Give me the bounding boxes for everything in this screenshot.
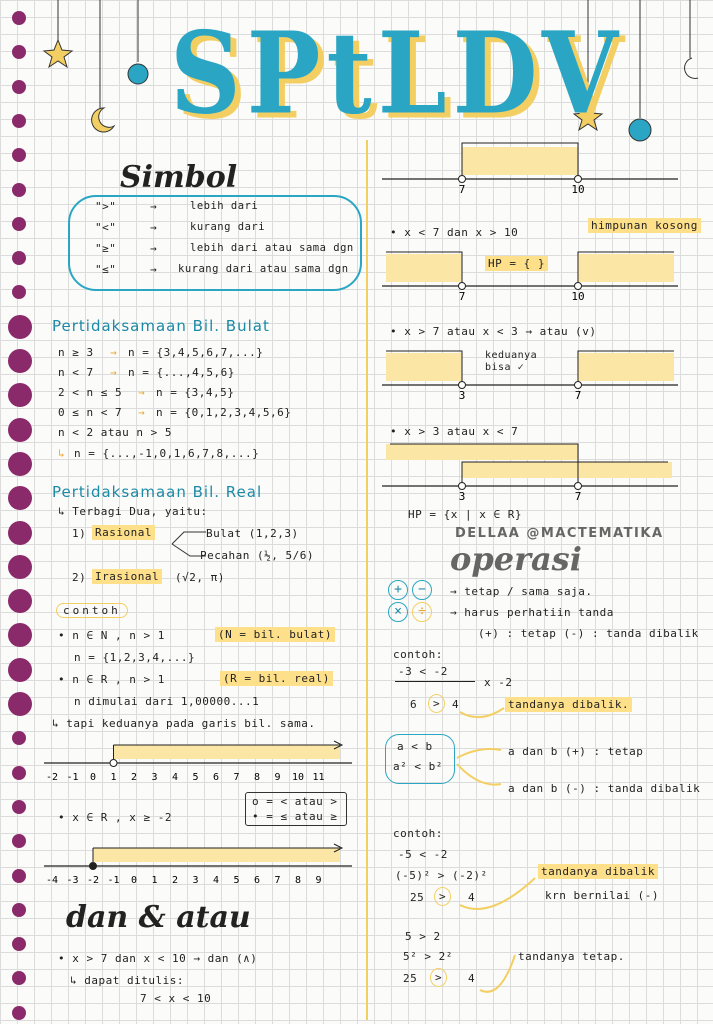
- real-item1: Rasional: [92, 525, 155, 540]
- binder-hole: [12, 937, 26, 951]
- tick-label: 3: [458, 490, 466, 503]
- bulat-set: n = {3,4,5,6,7,...}: [128, 346, 264, 359]
- contoh-l3: • n ∈ R , n > 1: [58, 673, 165, 686]
- real-item1a: Bulat (1,2,3): [206, 527, 299, 540]
- c-note2: krn bernilai (-): [545, 889, 659, 902]
- tick-label: 7: [233, 772, 240, 783]
- tick-label: 4: [212, 875, 220, 886]
- ab-note1: a dan b (+) : tetap: [508, 745, 644, 758]
- shaded-region: [578, 353, 674, 381]
- tick-label: 1: [110, 772, 117, 783]
- real-item2-ex: (√2, π): [175, 571, 225, 584]
- tick-label: 5: [233, 875, 240, 886]
- tick-label: -3: [66, 875, 79, 886]
- credit: DELLAA @MACTEMATIKA: [455, 526, 664, 541]
- open-dot: [575, 483, 582, 490]
- real-item2-num: 2): [72, 571, 87, 584]
- binder-hole: [8, 486, 32, 510]
- binder-hole: [12, 251, 26, 265]
- center-divider: [366, 140, 368, 1020]
- bulat-or-line: n < 2 atau n > 5: [58, 426, 172, 439]
- tick-label: 6: [212, 772, 220, 783]
- open-dot: [110, 760, 117, 767]
- frac-note: tandanya dibalik.: [505, 697, 632, 712]
- ab1: a < b: [397, 740, 433, 753]
- open-dot: [575, 176, 582, 183]
- tick-label: 11: [312, 772, 325, 783]
- right-hp-empty: HP = { }: [485, 256, 548, 271]
- binder-hole: [8, 658, 32, 682]
- right-hp-all: HP = {x | x ∈ R}: [408, 508, 522, 521]
- d3a: 25: [403, 972, 418, 985]
- plus-icon: +: [388, 580, 408, 600]
- operasi-contoh: contoh:: [393, 648, 443, 661]
- operasi-heading: operasi: [450, 540, 582, 578]
- bulat-or-arrow: ↳: [58, 447, 66, 460]
- moon-icon: [92, 108, 114, 132]
- open-dot: [459, 283, 466, 290]
- tick-label: 10: [291, 772, 305, 783]
- shaded-region: [114, 745, 341, 759]
- bulat-set: n = {0,1,2,3,4,5,6}: [156, 406, 292, 419]
- bulat-inequality: 2 < n ≤ 5: [58, 386, 123, 399]
- tick-label: 10: [571, 183, 585, 195]
- ab2: a² < b²: [393, 760, 443, 773]
- binder-hole: [8, 521, 32, 545]
- open-dot: [575, 283, 582, 290]
- d2: 5² > 2²: [403, 950, 453, 963]
- contoh-l1-note: (N = bil. bulat): [215, 627, 335, 642]
- arrow-icon: →: [110, 346, 118, 359]
- tick-label: 0: [130, 875, 138, 886]
- real-item1b: Pecahan (½, 5/6): [200, 549, 314, 562]
- tick-label: 6: [253, 875, 261, 886]
- shaded-region: [578, 254, 674, 282]
- binder-hole: [8, 623, 32, 647]
- danatau-l1: • x > 7 dan x < 10 → dan (∧): [58, 952, 258, 965]
- binder-hole: [8, 692, 32, 716]
- operator-icons: [388, 580, 440, 624]
- contoh-l5: ↳ tapi keduanya pada garis bil. sama.: [52, 717, 316, 730]
- right-ex4: • x > 3 atau x < 7: [390, 425, 519, 438]
- frac-den: x -2: [484, 676, 513, 689]
- tick-label: -2: [86, 875, 100, 886]
- shaded-region: [386, 353, 462, 381]
- d3s: >: [430, 968, 447, 987]
- binder-hole: [12, 285, 26, 299]
- simbol-symbol: "≤": [95, 263, 117, 276]
- tick-label: 7: [574, 389, 582, 402]
- divide-icon: ÷: [412, 602, 432, 622]
- legend-closed: • = ≤ atau ≥: [252, 810, 338, 823]
- contoh-l1: • n ∈ N , n > 1: [58, 629, 165, 642]
- tick-label: -2: [45, 772, 59, 783]
- tick-label: 9: [315, 875, 322, 886]
- operasi-contoh2: contoh:: [393, 827, 443, 840]
- binder-hole: [12, 148, 26, 162]
- tick-label: 2: [171, 875, 179, 886]
- binder-hole: [8, 418, 32, 442]
- c1: -5 < -2: [398, 848, 448, 861]
- right-number-line-1: [382, 135, 682, 195]
- binder-hole: [8, 589, 32, 613]
- frac-bar: [395, 681, 475, 682]
- arrow-icon: →: [150, 221, 158, 234]
- arrow-icon: →: [110, 366, 118, 379]
- open-dot: [459, 483, 466, 490]
- simbol-heading: Simbol: [120, 160, 238, 195]
- open-dot: [459, 382, 466, 389]
- real-item1-num: 1): [72, 527, 87, 540]
- danatau-l3: 7 < x < 10: [140, 992, 212, 1005]
- d1: 5 > 2: [405, 930, 441, 943]
- frac-res-b: 4: [452, 698, 460, 711]
- times-icon: ×: [388, 602, 408, 622]
- binder-hole: [8, 452, 32, 476]
- tick-label: 3: [458, 389, 466, 402]
- c2: (-5)² > (-2)²: [395, 869, 488, 882]
- page-title: SPtLDV: [170, 8, 624, 141]
- right-number-line-2: [382, 236, 682, 304]
- arrow-icon: →: [150, 200, 158, 213]
- simbol-symbol: "<": [95, 221, 117, 234]
- shaded-region: [462, 147, 578, 175]
- number-line-2: [40, 838, 360, 893]
- tick-label: 5: [192, 772, 199, 783]
- danatau-heading: dan & atau: [66, 900, 251, 935]
- simbol-meaning: kurang dari atau sama dgn: [178, 263, 349, 275]
- arrow-icon: →: [138, 386, 146, 399]
- binder-hole: [12, 800, 26, 814]
- simbol-meaning: lebih dari: [190, 200, 259, 212]
- simbol-symbol: "≥": [95, 242, 117, 255]
- binder-hole: [8, 315, 32, 339]
- shaded-region: [386, 254, 462, 282]
- closed-dot: [90, 863, 97, 870]
- tick-label: 8: [253, 772, 261, 783]
- contoh-l4: n dimulai dari 1,00000...1: [74, 695, 260, 708]
- tick-label: 3: [151, 772, 158, 783]
- danatau-l2: ↳ dapat ditulis:: [70, 974, 184, 987]
- tick-label: -4: [45, 875, 59, 886]
- number-line-1: [40, 735, 360, 790]
- planet-icon: [128, 64, 148, 84]
- contoh-l3-note: (R = bil. real): [220, 671, 333, 686]
- binder-hole: [8, 555, 32, 579]
- bulat-set: n = {3,4,5}: [156, 386, 235, 399]
- ab-note2: a dan b (-) : tanda dibalik: [508, 782, 701, 795]
- bulat-heading: Pertidaksamaan Bil. Bulat: [52, 317, 270, 335]
- c3a: 25: [410, 891, 425, 904]
- binder-hole: [12, 1006, 26, 1020]
- star-icon: [44, 40, 72, 67]
- arrow-icon: →: [138, 406, 146, 419]
- binder-hole: [12, 731, 26, 745]
- right-ex2: • x < 7 dan x > 10: [390, 226, 519, 239]
- contoh-label: contoh: [56, 603, 128, 618]
- shaded-region: [462, 462, 672, 478]
- arrow-icon: →: [150, 263, 158, 276]
- d-note: tandanya tetap.: [518, 950, 625, 963]
- minus-icon: −: [412, 580, 432, 600]
- c-note1: tandanya dibalik: [538, 864, 658, 879]
- right-ex3: • x > 7 atau x < 3 → atau (v): [390, 325, 597, 338]
- c3b: 4: [468, 891, 476, 904]
- operasi-l2: → harus perhatiin tanda: [450, 606, 614, 619]
- frac-res-a: 6: [410, 698, 418, 711]
- tick-label: 7: [458, 183, 466, 195]
- ex-real: • x ∈ R , x ≥ -2: [58, 811, 172, 824]
- operasi-l1: → tetap / sama saja.: [450, 585, 593, 598]
- binder-hole: [8, 349, 32, 373]
- tick-label: 9: [274, 772, 281, 783]
- d3b: 4: [468, 972, 476, 985]
- real-heading: Pertidaksamaan Bil. Real: [52, 483, 263, 501]
- tick-label: 7: [458, 290, 466, 303]
- shaded-region: [93, 848, 340, 862]
- right-number-line-3: [382, 335, 682, 405]
- right-ex3-note: keduanya bisa ✓: [485, 350, 538, 373]
- binder-hole: [12, 834, 26, 848]
- binder-hole: [12, 183, 26, 197]
- arrow-icon: →: [150, 242, 158, 255]
- tick-label: 2: [130, 772, 138, 783]
- tick-label: 7: [574, 490, 582, 503]
- contoh-l2: n = {1,2,3,4,...}: [74, 651, 196, 664]
- simbol-symbol: ">": [95, 200, 117, 213]
- tick-label: 4: [171, 772, 179, 783]
- tick-label: 8: [294, 875, 302, 886]
- simbol-meaning: lebih dari atau sama dgn: [190, 242, 354, 254]
- binder-hole: [12, 869, 26, 883]
- shaded-region: [386, 444, 578, 460]
- tick-label: 10: [571, 290, 585, 303]
- right-hp-empty-note: himpunan kosong: [588, 218, 701, 233]
- bulat-inequality: n ≥ 3: [58, 346, 94, 359]
- binder-hole: [12, 217, 26, 231]
- real-item2: Irasional: [92, 569, 162, 584]
- frac-top: -3 < -2: [398, 665, 448, 678]
- bulat-inequality: 0 ≤ n < 7: [58, 406, 123, 419]
- tick-label: 1: [151, 875, 158, 886]
- simbol-meaning: kurang dari: [190, 221, 266, 233]
- bulat-inequality: n < 7: [58, 366, 94, 379]
- binder-hole: [12, 766, 26, 780]
- tick-label: 0: [89, 772, 97, 783]
- moon-icon: [685, 58, 698, 78]
- right-number-line-4: [382, 428, 682, 503]
- tick-label: 3: [192, 875, 199, 886]
- tick-label: -1: [66, 772, 79, 783]
- bulat-or-result: n = {...,-1,0,1,6,7,8,...}: [74, 447, 260, 460]
- legend-open: o = < atau >: [252, 795, 338, 808]
- tick-label: 7: [274, 875, 281, 886]
- binder-hole: [8, 383, 32, 407]
- c3s: >: [434, 887, 451, 906]
- real-intro: ↳ Terbagi Dua, yaitu:: [58, 505, 208, 518]
- binder-hole: [12, 971, 26, 985]
- open-dot: [459, 176, 466, 183]
- frac-res-sign: >: [428, 694, 445, 713]
- tick-label: -1: [107, 875, 120, 886]
- curved-arrows: [460, 700, 700, 1000]
- operasi-l3: (+) : tetap (-) : tanda dibalik: [478, 627, 699, 640]
- binder-hole: [12, 903, 26, 917]
- open-dot: [575, 382, 582, 389]
- bulat-set: n = {...,4,5,6}: [128, 366, 235, 379]
